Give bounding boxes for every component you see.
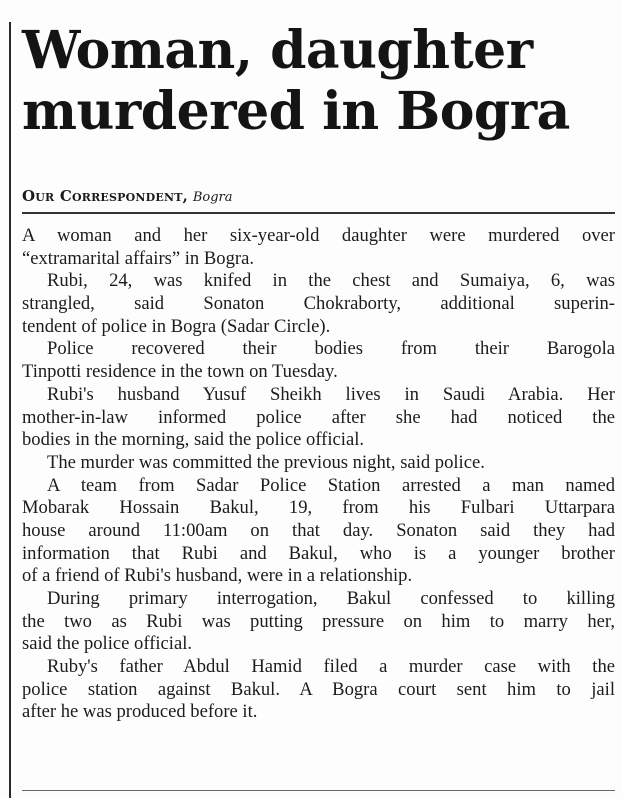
byline	[22, 185, 617, 207]
article-paragraph	[22, 656, 615, 724]
article-body	[22, 225, 615, 724]
article-line: bodies in the morning, said the police official.	[22, 429, 365, 451]
article-paragraph	[22, 338, 615, 383]
article-paragraph	[22, 225, 615, 270]
column-rule	[9, 22, 11, 798]
article-paragraph	[22, 475, 615, 588]
article-line: The murder was committed the previous night, said police.	[47, 451, 485, 473]
article-line: “extramarital affairs” in Bogra.	[22, 247, 254, 269]
article-line: police station against Bakul. A Bogra court sent him to jail	[22, 678, 615, 700]
headline	[22, 20, 617, 142]
article-line: of a friend of Rubi's husband, were in a relationship.	[22, 565, 413, 587]
article-line: information that Rubi and Bakul, who is a younger brother	[22, 542, 615, 564]
article-paragraph	[22, 384, 615, 452]
article-line: after he was produced before it.	[22, 701, 258, 723]
byline-credit: Our Correspondent,	[22, 187, 189, 205]
article-line: Rubi, 24, was knifed in the chest and Sumaiya, 6, was	[47, 270, 615, 292]
byline-divider	[22, 212, 615, 214]
article-line: mother-in-law informed police after she had noticed the	[22, 406, 615, 428]
article-paragraph	[22, 270, 615, 338]
headline-line-2: murdered in Bogra	[22, 81, 570, 142]
article-line: strangled, said Sonaton Chokraborty, additional superin-	[22, 293, 615, 315]
article-paragraph	[22, 588, 615, 656]
bottom-divider	[22, 790, 615, 791]
article-line: said the police official.	[22, 633, 193, 655]
article-line: Ruby's father Abdul Hamid filed a murder case with the	[47, 656, 615, 678]
article-line: Mobarak Hossain Bakul, 19, from his Fulbari Uttarpara	[22, 497, 615, 519]
article-line: the two as Rubi was putting pressure on him to marry her,	[22, 610, 615, 632]
article-line: tendent of police in Bogra (Sadar Circle).	[22, 315, 331, 337]
byline-place: Bogra	[192, 190, 233, 205]
article-paragraph	[22, 452, 615, 475]
article-line: Rubi's husband Yusuf Sheikh lives in Saudi Arabia. Her	[47, 383, 615, 405]
article-line: During primary interrogation, Bakul confessed to killing	[47, 588, 615, 609]
article-line: Tinpotti residence in the town on Tuesday.	[22, 361, 338, 383]
headline-line-1: Woman, daughter	[22, 20, 533, 81]
article-line: A woman and her six-year-old daughter were murdered over	[22, 225, 615, 246]
article-line: house around 11:00am on that day. Sonaton said they had	[22, 519, 615, 541]
article-line: A team from Sadar Police Station arrested a man named	[47, 474, 615, 496]
article-line: Police recovered their bodies from their Barogola	[47, 338, 615, 360]
